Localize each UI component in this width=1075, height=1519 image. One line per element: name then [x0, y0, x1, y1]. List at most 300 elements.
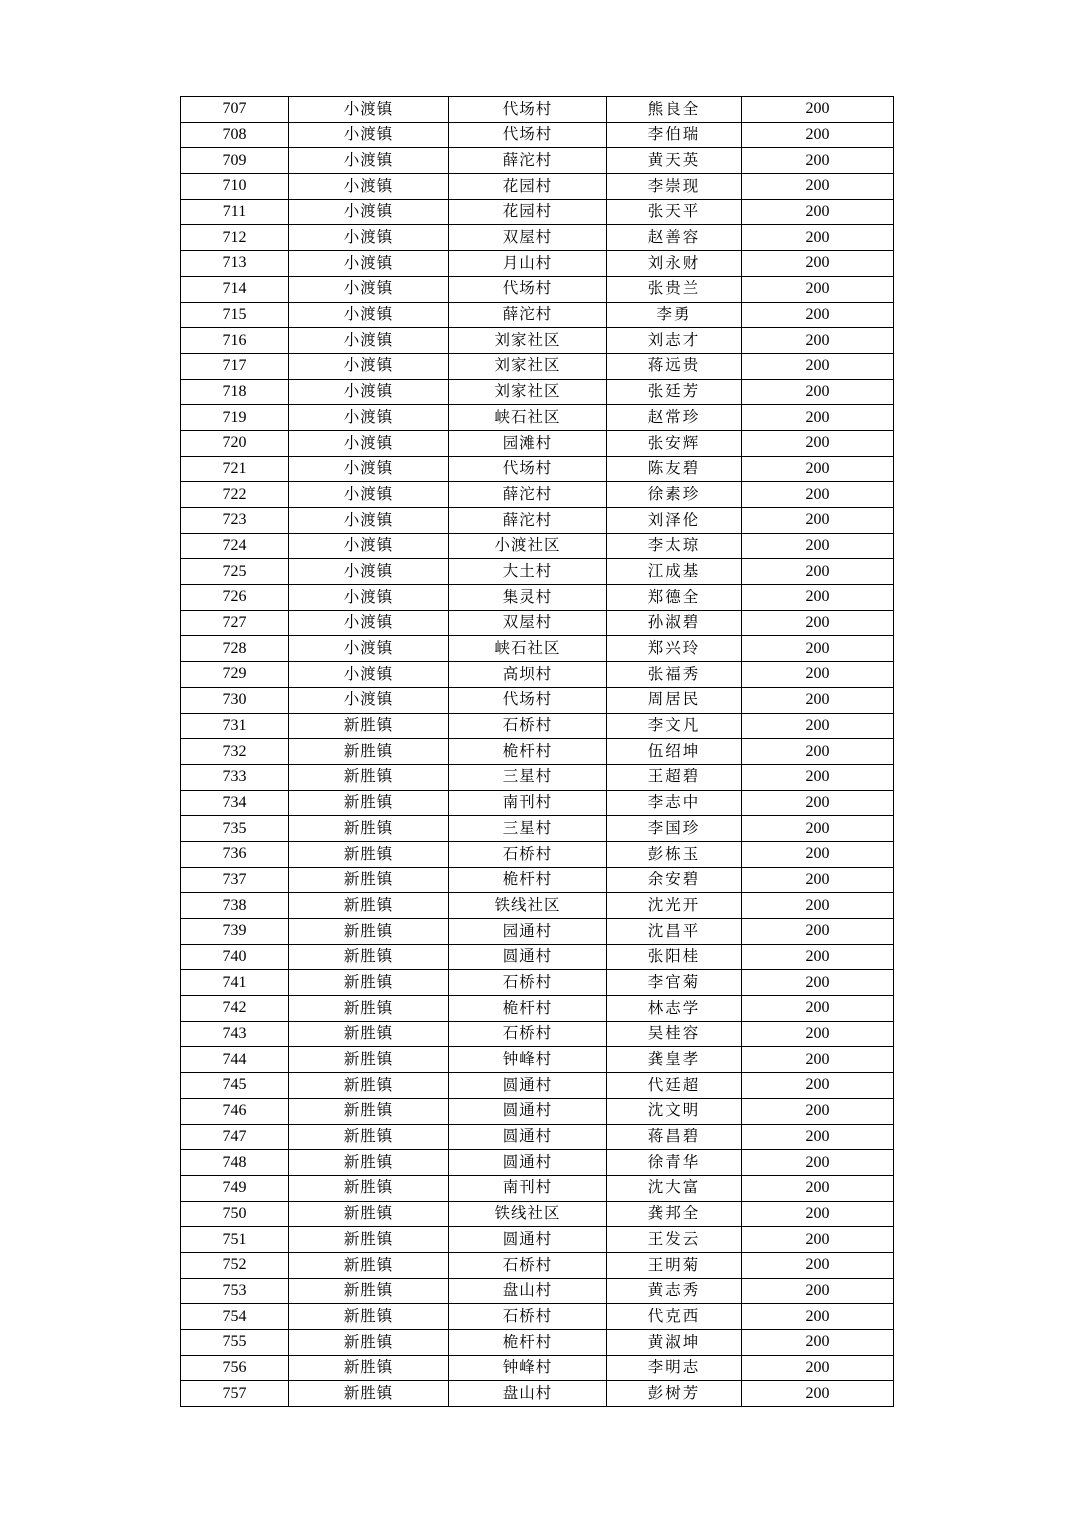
amount-cell: 200 — [742, 302, 894, 328]
row-number: 754 — [181, 1304, 289, 1330]
town-cell: 小渡镇 — [289, 533, 449, 559]
name-cell: 张安辉 — [607, 430, 742, 456]
village-cell: 园通村 — [449, 919, 607, 945]
table-row — [181, 919, 894, 945]
row-number: 717 — [181, 353, 289, 379]
town-cell: 新胜镇 — [289, 1201, 449, 1227]
name-cell: 蒋远贵 — [607, 353, 742, 379]
row-number: 730 — [181, 687, 289, 713]
town-cell: 新胜镇 — [289, 1330, 449, 1356]
amount-cell: 200 — [742, 996, 894, 1022]
row-number: 748 — [181, 1150, 289, 1176]
town-cell: 新胜镇 — [289, 1073, 449, 1099]
village-cell: 圆通村 — [449, 1227, 607, 1253]
name-cell: 张廷芳 — [607, 379, 742, 405]
row-number: 744 — [181, 1047, 289, 1073]
name-cell: 张阳桂 — [607, 944, 742, 970]
amount-cell: 200 — [742, 636, 894, 662]
village-cell: 刘家社区 — [449, 353, 607, 379]
table-row — [181, 302, 894, 328]
town-cell: 新胜镇 — [289, 1252, 449, 1278]
row-number: 713 — [181, 251, 289, 277]
amount-cell: 200 — [742, 456, 894, 482]
table-row — [181, 1381, 894, 1407]
row-number: 746 — [181, 1098, 289, 1124]
town-cell: 小渡镇 — [289, 456, 449, 482]
amount-cell: 200 — [742, 1124, 894, 1150]
town-cell: 小渡镇 — [289, 199, 449, 225]
row-number: 751 — [181, 1227, 289, 1253]
table-row — [181, 1201, 894, 1227]
village-cell: 石桥村 — [449, 713, 607, 739]
village-cell: 南刊村 — [449, 1175, 607, 1201]
row-number: 743 — [181, 1021, 289, 1047]
town-cell: 小渡镇 — [289, 328, 449, 354]
amount-cell: 200 — [742, 687, 894, 713]
amount-cell: 200 — [742, 739, 894, 765]
table-row — [181, 328, 894, 354]
row-number: 726 — [181, 585, 289, 611]
table-row — [181, 276, 894, 302]
table-row — [181, 1073, 894, 1099]
row-number: 720 — [181, 430, 289, 456]
row-number: 712 — [181, 225, 289, 251]
amount-cell: 200 — [742, 328, 894, 354]
name-cell: 龚邦全 — [607, 1201, 742, 1227]
amount-cell: 200 — [742, 533, 894, 559]
table-row — [181, 97, 894, 123]
amount-cell: 200 — [742, 405, 894, 431]
row-number: 711 — [181, 199, 289, 225]
name-cell: 刘泽伦 — [607, 508, 742, 534]
name-cell: 徐素珍 — [607, 482, 742, 508]
row-number: 724 — [181, 533, 289, 559]
table-row — [181, 199, 894, 225]
village-cell: 盘山村 — [449, 1381, 607, 1407]
village-cell: 石桥村 — [449, 1021, 607, 1047]
amount-cell: 200 — [742, 1021, 894, 1047]
row-number: 756 — [181, 1355, 289, 1381]
village-cell: 集灵村 — [449, 585, 607, 611]
town-cell: 小渡镇 — [289, 251, 449, 277]
row-number: 749 — [181, 1175, 289, 1201]
amount-cell: 200 — [742, 893, 894, 919]
village-cell: 盘山村 — [449, 1278, 607, 1304]
village-cell: 石桥村 — [449, 1304, 607, 1330]
town-cell: 小渡镇 — [289, 585, 449, 611]
village-cell: 桅杆村 — [449, 867, 607, 893]
name-cell: 王明菊 — [607, 1252, 742, 1278]
village-cell: 薛沱村 — [449, 508, 607, 534]
table-row — [181, 405, 894, 431]
row-number: 719 — [181, 405, 289, 431]
town-cell: 新胜镇 — [289, 1047, 449, 1073]
table-row — [181, 610, 894, 636]
town-cell: 新胜镇 — [289, 739, 449, 765]
amount-cell: 200 — [742, 585, 894, 611]
village-cell: 峡石社区 — [449, 405, 607, 431]
row-number: 747 — [181, 1124, 289, 1150]
town-cell: 小渡镇 — [289, 610, 449, 636]
amount-cell: 200 — [742, 251, 894, 277]
village-cell: 园滩村 — [449, 430, 607, 456]
amount-cell: 200 — [742, 662, 894, 688]
row-number: 731 — [181, 713, 289, 739]
name-cell: 彭树芳 — [607, 1381, 742, 1407]
village-cell: 刘家社区 — [449, 328, 607, 354]
name-cell: 李太琼 — [607, 533, 742, 559]
village-cell: 桅杆村 — [449, 996, 607, 1022]
village-cell: 峡石社区 — [449, 636, 607, 662]
town-cell: 新胜镇 — [289, 1278, 449, 1304]
name-cell: 黄志秀 — [607, 1278, 742, 1304]
town-cell: 新胜镇 — [289, 867, 449, 893]
name-cell: 张贵兰 — [607, 276, 742, 302]
row-number: 736 — [181, 841, 289, 867]
amount-cell: 200 — [742, 482, 894, 508]
amount-cell: 200 — [742, 1381, 894, 1407]
town-cell: 小渡镇 — [289, 302, 449, 328]
table-row — [181, 1021, 894, 1047]
village-cell: 铁线社区 — [449, 893, 607, 919]
town-cell: 新胜镇 — [289, 1175, 449, 1201]
table-row — [181, 893, 894, 919]
name-cell: 李国珍 — [607, 816, 742, 842]
town-cell: 小渡镇 — [289, 687, 449, 713]
amount-cell: 200 — [742, 1330, 894, 1356]
table-row — [181, 508, 894, 534]
name-cell: 李文凡 — [607, 713, 742, 739]
row-number: 728 — [181, 636, 289, 662]
village-cell: 双屋村 — [449, 610, 607, 636]
name-cell: 刘志才 — [607, 328, 742, 354]
town-cell: 新胜镇 — [289, 790, 449, 816]
row-number: 735 — [181, 816, 289, 842]
village-cell: 薛沱村 — [449, 148, 607, 174]
name-cell: 郑德全 — [607, 585, 742, 611]
name-cell: 张天平 — [607, 199, 742, 225]
amount-cell: 200 — [742, 276, 894, 302]
amount-cell: 200 — [742, 816, 894, 842]
name-cell: 刘永财 — [607, 251, 742, 277]
village-cell: 代场村 — [449, 456, 607, 482]
table-row — [181, 636, 894, 662]
table-row — [181, 944, 894, 970]
town-cell: 新胜镇 — [289, 816, 449, 842]
amount-cell: 200 — [742, 970, 894, 996]
town-cell: 小渡镇 — [289, 405, 449, 431]
amount-cell: 200 — [742, 122, 894, 148]
name-cell: 余安碧 — [607, 867, 742, 893]
table-row — [181, 970, 894, 996]
name-cell: 李伯瑞 — [607, 122, 742, 148]
table-row — [181, 1150, 894, 1176]
name-cell: 郑兴玲 — [607, 636, 742, 662]
table-row — [181, 251, 894, 277]
town-cell: 小渡镇 — [289, 148, 449, 174]
town-cell: 新胜镇 — [289, 713, 449, 739]
name-cell: 江成基 — [607, 559, 742, 585]
row-number: 714 — [181, 276, 289, 302]
village-cell: 花园村 — [449, 199, 607, 225]
village-cell: 三星村 — [449, 764, 607, 790]
row-number: 745 — [181, 1073, 289, 1099]
amount-cell: 200 — [742, 841, 894, 867]
village-cell: 刘家社区 — [449, 379, 607, 405]
table-row — [181, 841, 894, 867]
town-cell: 小渡镇 — [289, 353, 449, 379]
village-cell: 代场村 — [449, 687, 607, 713]
table-row — [181, 1355, 894, 1381]
table-body — [181, 97, 894, 1407]
name-cell: 李明志 — [607, 1355, 742, 1381]
row-number: 723 — [181, 508, 289, 534]
amount-cell: 200 — [742, 610, 894, 636]
amount-cell: 200 — [742, 1252, 894, 1278]
village-cell: 大土村 — [449, 559, 607, 585]
amount-cell: 200 — [742, 1278, 894, 1304]
row-number: 755 — [181, 1330, 289, 1356]
village-cell: 石桥村 — [449, 970, 607, 996]
town-cell: 新胜镇 — [289, 1021, 449, 1047]
village-cell: 代场村 — [449, 97, 607, 123]
row-number: 753 — [181, 1278, 289, 1304]
town-cell: 新胜镇 — [289, 1098, 449, 1124]
row-number: 729 — [181, 662, 289, 688]
name-cell: 孙淑碧 — [607, 610, 742, 636]
table-row — [181, 379, 894, 405]
village-cell: 月山村 — [449, 251, 607, 277]
table-row — [181, 1124, 894, 1150]
name-cell: 陈友碧 — [607, 456, 742, 482]
name-cell: 沈大富 — [607, 1175, 742, 1201]
row-number: 708 — [181, 122, 289, 148]
town-cell: 新胜镇 — [289, 919, 449, 945]
table-row — [181, 559, 894, 585]
town-cell: 新胜镇 — [289, 841, 449, 867]
table-row — [181, 585, 894, 611]
name-cell: 张福秀 — [607, 662, 742, 688]
town-cell: 小渡镇 — [289, 174, 449, 200]
name-cell: 王超碧 — [607, 764, 742, 790]
name-cell: 徐青华 — [607, 1150, 742, 1176]
name-cell: 李官菊 — [607, 970, 742, 996]
amount-cell: 200 — [742, 225, 894, 251]
village-cell: 铁线社区 — [449, 1201, 607, 1227]
town-cell: 新胜镇 — [289, 1381, 449, 1407]
table-row — [181, 225, 894, 251]
town-cell: 小渡镇 — [289, 508, 449, 534]
amount-cell: 200 — [742, 919, 894, 945]
row-number: 734 — [181, 790, 289, 816]
name-cell: 林志学 — [607, 996, 742, 1022]
row-number: 718 — [181, 379, 289, 405]
table-row — [181, 867, 894, 893]
row-number: 725 — [181, 559, 289, 585]
amount-cell: 200 — [742, 713, 894, 739]
table-row — [181, 687, 894, 713]
village-cell: 三星村 — [449, 816, 607, 842]
amount-cell: 200 — [742, 867, 894, 893]
village-cell: 花园村 — [449, 174, 607, 200]
table-row — [181, 1227, 894, 1253]
name-cell: 李崇现 — [607, 174, 742, 200]
table-row — [181, 764, 894, 790]
town-cell: 新胜镇 — [289, 1227, 449, 1253]
row-number: 732 — [181, 739, 289, 765]
amount-cell: 200 — [742, 1201, 894, 1227]
name-cell: 沈文明 — [607, 1098, 742, 1124]
table-row — [181, 148, 894, 174]
table-row — [181, 816, 894, 842]
village-cell: 圆通村 — [449, 1150, 607, 1176]
town-cell: 小渡镇 — [289, 97, 449, 123]
village-cell: 高坝村 — [449, 662, 607, 688]
village-cell: 桅杆村 — [449, 1330, 607, 1356]
amount-cell: 200 — [742, 944, 894, 970]
town-cell: 新胜镇 — [289, 1355, 449, 1381]
row-number: 733 — [181, 764, 289, 790]
town-cell: 小渡镇 — [289, 430, 449, 456]
village-cell: 薛沱村 — [449, 482, 607, 508]
name-cell: 蒋昌碧 — [607, 1124, 742, 1150]
town-cell: 新胜镇 — [289, 944, 449, 970]
row-number: 721 — [181, 456, 289, 482]
village-cell: 南刊村 — [449, 790, 607, 816]
town-cell: 新胜镇 — [289, 1124, 449, 1150]
beneficiary-table — [180, 96, 894, 1407]
name-cell: 伍绍坤 — [607, 739, 742, 765]
village-cell: 钟峰村 — [449, 1355, 607, 1381]
village-cell: 圆通村 — [449, 1098, 607, 1124]
table-row — [181, 996, 894, 1022]
town-cell: 小渡镇 — [289, 276, 449, 302]
amount-cell: 200 — [742, 199, 894, 225]
row-number: 707 — [181, 97, 289, 123]
village-cell: 双屋村 — [449, 225, 607, 251]
village-cell: 钟峰村 — [449, 1047, 607, 1073]
amount-cell: 200 — [742, 1227, 894, 1253]
amount-cell: 200 — [742, 1098, 894, 1124]
village-cell: 圆通村 — [449, 1073, 607, 1099]
amount-cell: 200 — [742, 1304, 894, 1330]
village-cell: 代场村 — [449, 122, 607, 148]
town-cell: 小渡镇 — [289, 662, 449, 688]
amount-cell: 200 — [742, 379, 894, 405]
village-cell: 圆通村 — [449, 944, 607, 970]
name-cell: 吴桂容 — [607, 1021, 742, 1047]
table-row — [181, 1175, 894, 1201]
table-row — [181, 790, 894, 816]
table-row — [181, 1330, 894, 1356]
village-cell: 石桥村 — [449, 1252, 607, 1278]
row-number: 742 — [181, 996, 289, 1022]
row-number: 757 — [181, 1381, 289, 1407]
town-cell: 新胜镇 — [289, 970, 449, 996]
row-number: 739 — [181, 919, 289, 945]
row-number: 722 — [181, 482, 289, 508]
amount-cell: 200 — [742, 1047, 894, 1073]
village-cell: 小渡社区 — [449, 533, 607, 559]
town-cell: 小渡镇 — [289, 559, 449, 585]
row-number: 750 — [181, 1201, 289, 1227]
row-number: 715 — [181, 302, 289, 328]
row-number: 738 — [181, 893, 289, 919]
name-cell: 李勇 — [607, 302, 742, 328]
table-row — [181, 174, 894, 200]
amount-cell: 200 — [742, 790, 894, 816]
row-number: 741 — [181, 970, 289, 996]
name-cell: 黄天英 — [607, 148, 742, 174]
row-number: 709 — [181, 148, 289, 174]
amount-cell: 200 — [742, 1355, 894, 1381]
name-cell: 赵常珍 — [607, 405, 742, 431]
table-row — [181, 713, 894, 739]
name-cell: 代克西 — [607, 1304, 742, 1330]
name-cell: 沈昌平 — [607, 919, 742, 945]
table-row — [181, 1278, 894, 1304]
town-cell: 小渡镇 — [289, 482, 449, 508]
town-cell: 新胜镇 — [289, 893, 449, 919]
row-number: 716 — [181, 328, 289, 354]
row-number: 740 — [181, 944, 289, 970]
town-cell: 新胜镇 — [289, 996, 449, 1022]
town-cell: 小渡镇 — [289, 379, 449, 405]
town-cell: 小渡镇 — [289, 636, 449, 662]
name-cell: 李志中 — [607, 790, 742, 816]
table-row — [181, 1252, 894, 1278]
name-cell: 彭栋玉 — [607, 841, 742, 867]
table-row — [181, 430, 894, 456]
town-cell: 新胜镇 — [289, 764, 449, 790]
village-cell: 桅杆村 — [449, 739, 607, 765]
row-number: 710 — [181, 174, 289, 200]
table-row — [181, 1098, 894, 1124]
amount-cell: 200 — [742, 559, 894, 585]
table-row — [181, 1047, 894, 1073]
row-number: 727 — [181, 610, 289, 636]
village-cell: 石桥村 — [449, 841, 607, 867]
amount-cell: 200 — [742, 430, 894, 456]
amount-cell: 200 — [742, 1175, 894, 1201]
name-cell: 沈光开 — [607, 893, 742, 919]
name-cell: 龚皇孝 — [607, 1047, 742, 1073]
town-cell: 新胜镇 — [289, 1304, 449, 1330]
amount-cell: 200 — [742, 148, 894, 174]
town-cell: 小渡镇 — [289, 122, 449, 148]
amount-cell: 200 — [742, 1073, 894, 1099]
amount-cell: 200 — [742, 174, 894, 200]
table-row — [181, 122, 894, 148]
amount-cell: 200 — [742, 764, 894, 790]
name-cell: 黄淑坤 — [607, 1330, 742, 1356]
village-cell: 圆通村 — [449, 1124, 607, 1150]
table-row — [181, 353, 894, 379]
village-cell: 代场村 — [449, 276, 607, 302]
name-cell: 熊良全 — [607, 97, 742, 123]
town-cell: 新胜镇 — [289, 1150, 449, 1176]
table-row — [181, 739, 894, 765]
row-number: 737 — [181, 867, 289, 893]
row-number: 752 — [181, 1252, 289, 1278]
table-row — [181, 1304, 894, 1330]
town-cell: 小渡镇 — [289, 225, 449, 251]
table-row — [181, 482, 894, 508]
village-cell: 薛沱村 — [449, 302, 607, 328]
table-row — [181, 456, 894, 482]
name-cell: 周居民 — [607, 687, 742, 713]
amount-cell: 200 — [742, 97, 894, 123]
